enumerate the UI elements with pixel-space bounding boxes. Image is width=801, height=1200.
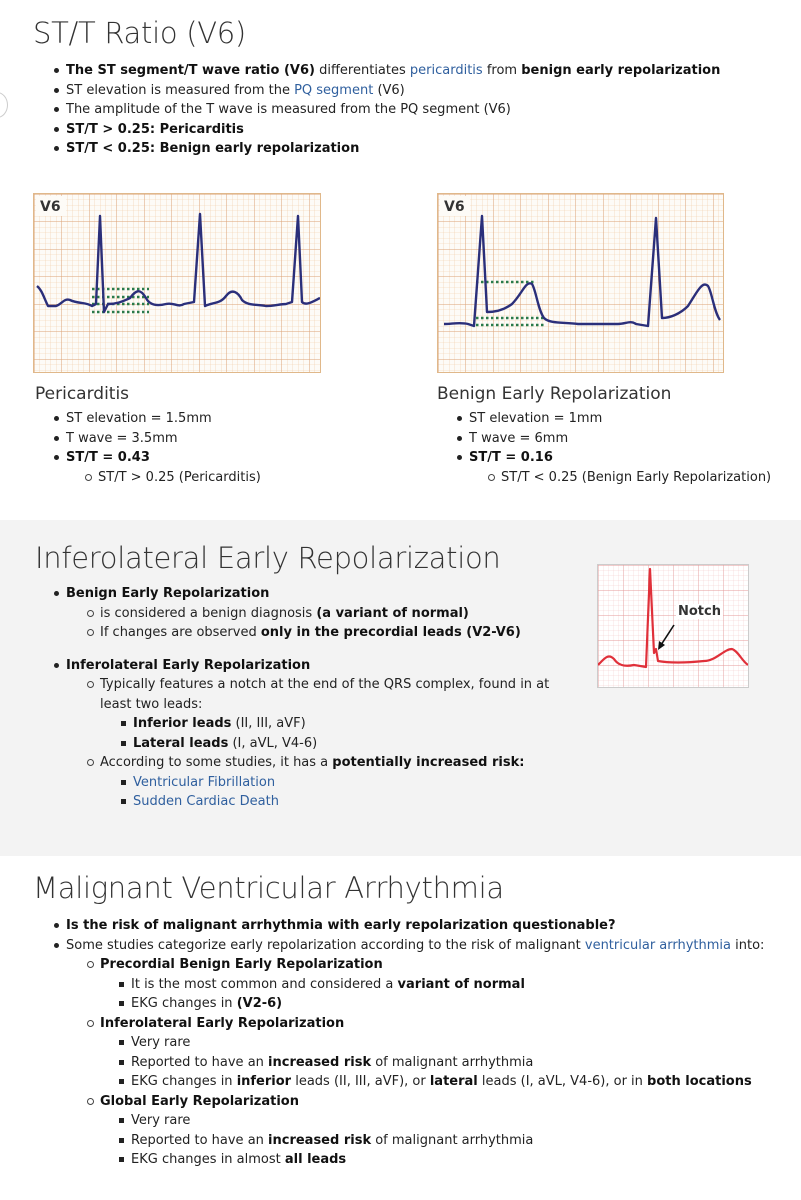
- malignant-arrhythmia-list: [52, 916, 797, 1170]
- list-item: [120, 773, 572, 793]
- pericarditis-values-list: [52, 409, 392, 487]
- section-title-inferolateral: Inferolateral Early Repolarization: [35, 541, 501, 575]
- list-item: Is the risk of malignant arrhythmia with early repolarization questionable?: [52, 916, 797, 936]
- list-item: Inferolateral Early Repolarization: [86, 1014, 797, 1034]
- list-item: [120, 792, 572, 812]
- list-item: ST elevation is measured from the PQ segment (V6): [52, 81, 792, 101]
- ventricular-fibrillation-link[interactable]: Ventricular Fibrillation: [133, 774, 276, 790]
- ecg-lead-label: V6: [40, 199, 61, 215]
- inferolateral-list: [52, 584, 572, 812]
- sudden-cardiac-death-link[interactable]: Sudden Cardiac Death: [133, 794, 279, 809]
- list-item: According to some studies, it has a potentially increased risk:: [86, 753, 572, 773]
- list-item: Inferolateral Early Repolarization: [52, 656, 572, 676]
- list-item: ST/T < 0.25: Benign early repolarization: [52, 139, 792, 159]
- list-item: ST elevation = 1.5mm: [52, 409, 392, 429]
- caption-title-ber: Benign Early Repolarization: [437, 384, 672, 404]
- list-item: The ST segment/T wave ratio (V6) differentiates pericarditis from benign early repolarization: [52, 61, 792, 81]
- list-item: ST/T > 0.25: Pericarditis: [52, 120, 792, 140]
- section-title-st-t-ratio: ST/T Ratio (V6): [33, 16, 246, 50]
- notch-label: Notch: [678, 604, 721, 619]
- side-scroll-tab[interactable]: [0, 92, 8, 118]
- caption-title-pericarditis: Pericarditis: [35, 384, 130, 404]
- list-item: Reported to have an increased risk of malignant arrhythmia: [118, 1131, 797, 1151]
- list-item: ST/T > 0.25 (Pericarditis): [84, 468, 392, 488]
- list-item: Benign Early Repolarization: [52, 584, 572, 604]
- list-item: Precordial Benign Early Repolarization: [86, 955, 797, 975]
- list-item: EKG changes in (V2-6): [118, 994, 797, 1014]
- list-item: It is the most common and considered a variant of normal: [118, 975, 797, 995]
- list-item: EKG changes in inferior leads (II, III, aVF), or lateral leads (I, aVL, V4-6), or in both locations: [118, 1072, 797, 1092]
- ecg-strip-benign-early-repolarization: [437, 193, 724, 373]
- list-item: is considered a benign diagnosis (a variant of normal): [86, 604, 572, 624]
- list-item: The amplitude of the T wave is measured from the PQ segment (V6): [52, 100, 792, 120]
- pq-segment-link[interactable]: PQ segment: [294, 82, 374, 98]
- ecg-pericarditis-graphic: [34, 194, 320, 372]
- list-item: Global Early Repolarization: [86, 1092, 797, 1112]
- notch-ecg-graphic: [598, 565, 748, 687]
- list-item: Inferior leads (II, III, aVF): [120, 714, 572, 734]
- ber-values-list: [455, 409, 795, 487]
- list-item: Typically features a notch at the end of the QRS complex, found in at least two leads:: [86, 675, 572, 714]
- ecg-ber-graphic: [438, 194, 723, 372]
- list-item: ST/T = 0.43: [52, 448, 392, 468]
- list-item: Reported to have an increased risk of malignant arrhythmia: [118, 1053, 797, 1073]
- notch-ecg-figure: [597, 564, 749, 688]
- list-item: Very rare: [118, 1033, 797, 1053]
- ventricular-arrhythmia-link[interactable]: ventricular arrhythmia: [584, 937, 732, 953]
- list-item: Some studies categorize early repolarization according to the risk of malignant ventricular arrhythmia into:: [52, 936, 797, 956]
- list-item: ST/T = 0.16: [455, 448, 795, 468]
- list-item: T wave = 3.5mm: [52, 429, 392, 449]
- list-item: ST elevation = 1mm: [455, 409, 795, 429]
- ecg-lead-label: V6: [444, 199, 465, 215]
- list-item: Lateral leads (I, aVL, V4-6): [120, 734, 572, 754]
- list-item: Very rare: [118, 1111, 797, 1131]
- list-item: ST/T < 0.25 (Benign Early Repolarization): [487, 468, 795, 488]
- pericarditis-link[interactable]: pericarditis: [409, 63, 483, 78]
- inferolateral-panel: [0, 520, 801, 856]
- list-item: T wave = 6mm: [455, 429, 795, 449]
- section-title-malignant-arrhythmia: Malignant Ventricular Arrhythmia: [33, 871, 504, 905]
- list-item: If changes are observed only in the precordial leads (V2-V6): [86, 623, 572, 643]
- ecg-strip-pericarditis: [33, 193, 321, 373]
- st-t-ratio-list: [52, 61, 792, 159]
- list-item: EKG changes in almost all leads: [118, 1150, 797, 1170]
